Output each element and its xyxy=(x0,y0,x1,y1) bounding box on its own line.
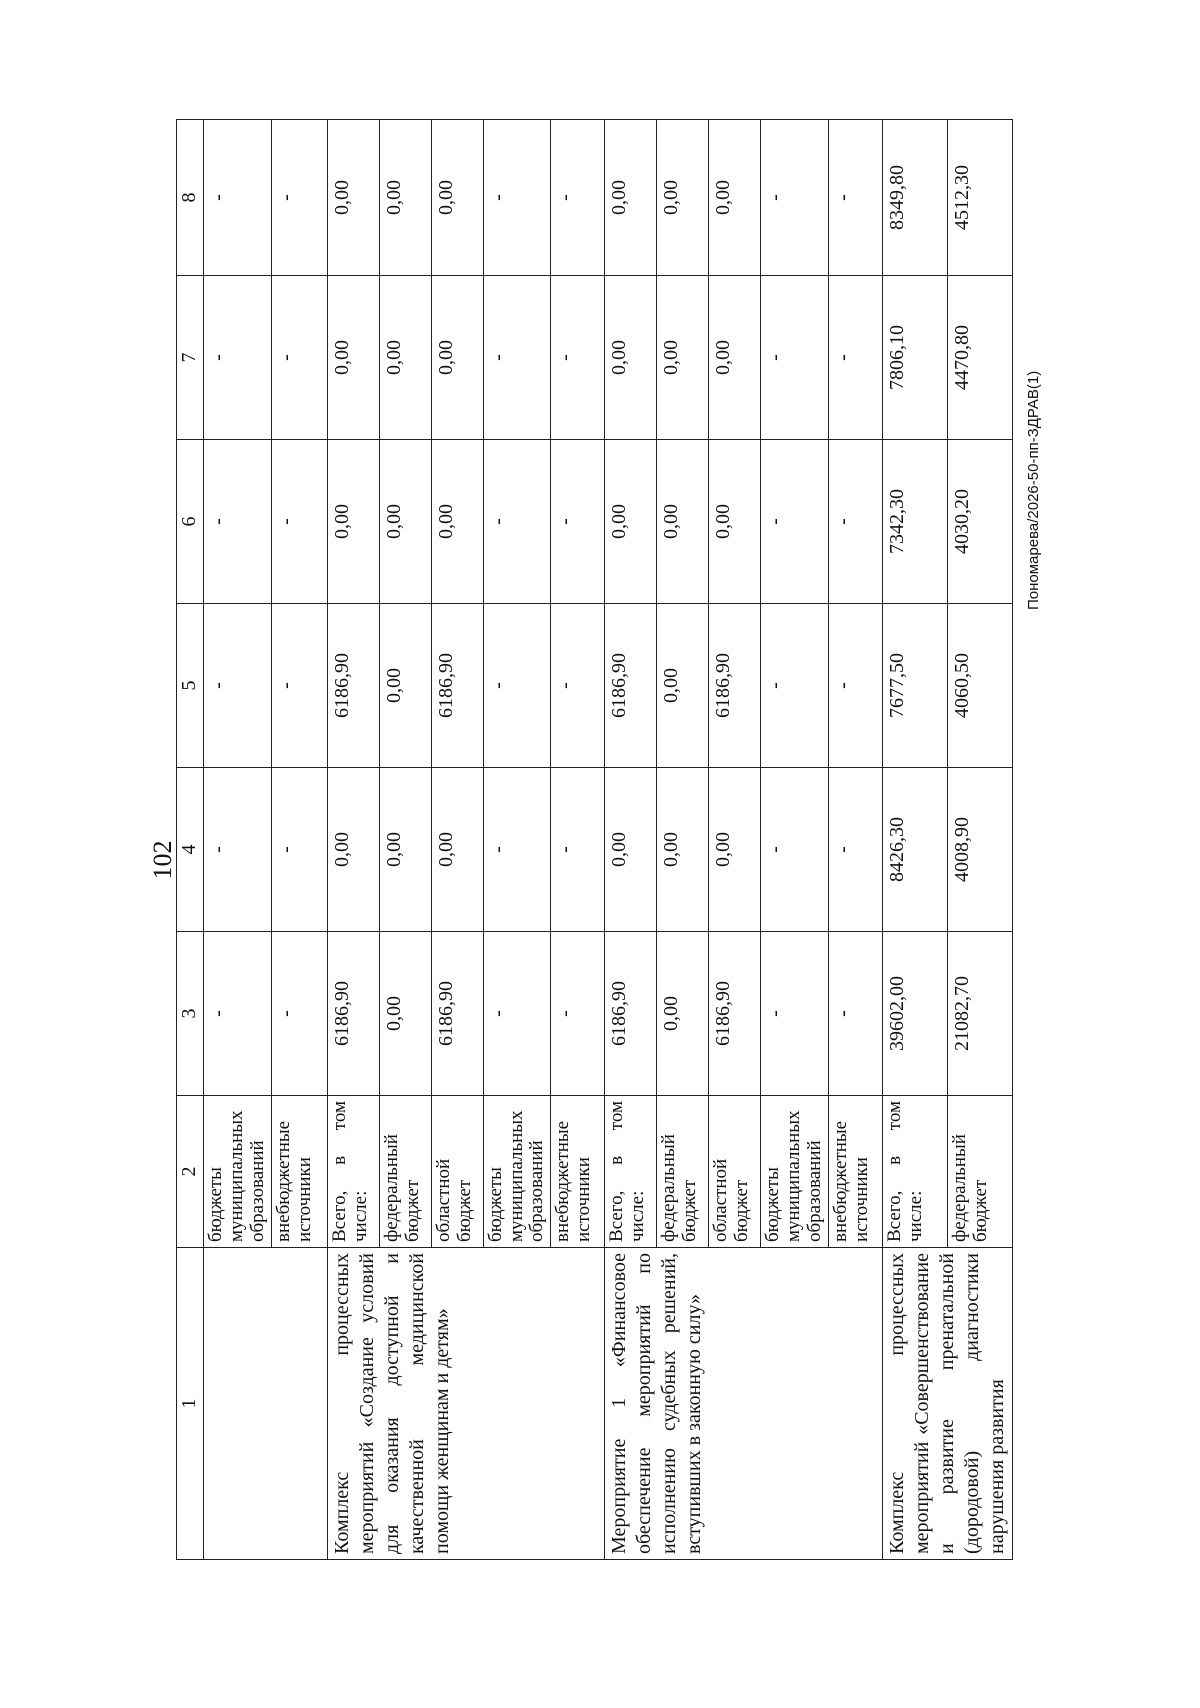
amount-cell: - xyxy=(483,276,551,440)
column-header: 1 xyxy=(177,1248,204,1560)
amount-cell: 0,00 xyxy=(657,440,709,604)
amount-cell: - xyxy=(761,120,829,276)
amount-cell: 0,00 xyxy=(657,276,709,440)
amount-cell: 0,00 xyxy=(327,276,379,440)
amount-cell: - xyxy=(761,932,829,1096)
amount-cell: - xyxy=(483,440,551,604)
amount-cell: - xyxy=(551,120,605,276)
amount-cell: - xyxy=(829,276,883,440)
amount-cell: 7342,30 xyxy=(883,440,948,604)
amount-cell: - xyxy=(483,120,551,276)
column-header: 4 xyxy=(177,768,204,932)
amount-cell: 0,00 xyxy=(327,440,379,604)
amount-cell: 6186,90 xyxy=(431,604,483,768)
amount-cell: 0,00 xyxy=(327,768,379,932)
amount-cell: 0,00 xyxy=(709,768,761,932)
amount-cell: 6186,90 xyxy=(605,932,657,1096)
amount-cell: 0,00 xyxy=(605,440,657,604)
table-body xyxy=(204,120,1013,1560)
funding-source: внебюджетные источники xyxy=(551,1096,605,1248)
amount-cell: - xyxy=(483,932,551,1096)
amount-cell: - xyxy=(204,276,272,440)
funding-source: Всего, в том числе: xyxy=(327,1096,379,1248)
funding-source: Всего, в том числе: xyxy=(883,1096,948,1248)
amount-cell: - xyxy=(761,440,829,604)
amount-cell: - xyxy=(761,276,829,440)
funding-source: бюджеты муниципальных образований xyxy=(483,1096,551,1248)
amount-cell: - xyxy=(761,768,829,932)
amount-cell: - xyxy=(204,768,272,932)
amount-cell: 0,00 xyxy=(431,120,483,276)
amount-cell: 0,00 xyxy=(605,276,657,440)
amount-cell: 7677,50 xyxy=(883,604,948,768)
amount-cell: - xyxy=(204,120,272,276)
amount-cell: 0,00 xyxy=(379,932,431,1096)
amount-cell: - xyxy=(829,604,883,768)
footer-code: Пономарева/2026-50-пп-ЗДРАВ(1) xyxy=(1025,370,1042,610)
amount-cell: - xyxy=(829,440,883,604)
rotated-page xyxy=(120,120,1070,1620)
amount-cell: 0,00 xyxy=(709,276,761,440)
amount-cell: 0,00 xyxy=(379,440,431,604)
funding-source: областной бюджет xyxy=(709,1096,761,1248)
amount-cell: 6186,90 xyxy=(605,604,657,768)
column-header: 7 xyxy=(177,276,204,440)
amount-cell: 0,00 xyxy=(605,768,657,932)
amount-cell: 6186,90 xyxy=(327,604,379,768)
amount-cell: - xyxy=(204,604,272,768)
amount-cell: 0,00 xyxy=(379,120,431,276)
header-row xyxy=(177,120,204,1560)
amount-cell: - xyxy=(829,768,883,932)
amount-cell: 8426,30 xyxy=(883,768,948,932)
amount-cell: 4060,50 xyxy=(948,604,1013,768)
amount-cell: 0,00 xyxy=(379,768,431,932)
amount-cell: 4030,20 xyxy=(948,440,1013,604)
amount-cell: - xyxy=(551,932,605,1096)
amount-cell: 0,00 xyxy=(431,768,483,932)
funding-source: Всего, в том числе: xyxy=(605,1096,657,1248)
table-row xyxy=(605,120,657,1560)
amount-cell: 0,00 xyxy=(327,120,379,276)
amount-cell: - xyxy=(551,768,605,932)
column-header: 2 xyxy=(177,1096,204,1248)
amount-cell: 0,00 xyxy=(657,604,709,768)
amount-cell: 6186,90 xyxy=(709,604,761,768)
funding-source: бюджеты муниципальных образований xyxy=(204,1096,272,1248)
amount-cell: - xyxy=(271,276,327,440)
amount-cell: 0,00 xyxy=(605,120,657,276)
amount-cell: - xyxy=(271,120,327,276)
amount-cell: - xyxy=(204,932,272,1096)
column-header: 8 xyxy=(177,120,204,276)
amount-cell: 0,00 xyxy=(657,932,709,1096)
table-row xyxy=(883,120,948,1560)
amount-cell: - xyxy=(271,440,327,604)
amount-cell: 0,00 xyxy=(379,276,431,440)
amount-cell: - xyxy=(271,604,327,768)
amount-cell: - xyxy=(829,932,883,1096)
program-title: Мероприятие 1 «Финансовое обеспечение мероприятий по исполнению судебных решений, вступивших в законную силу» xyxy=(605,1248,883,1560)
amount-cell: - xyxy=(483,768,551,932)
funding-source: внебюджетные источники xyxy=(829,1096,883,1248)
amount-cell: 0,00 xyxy=(431,440,483,604)
funding-source: внебюджетные источники xyxy=(271,1096,327,1248)
amount-cell: 4512,30 xyxy=(948,120,1013,276)
amount-cell: 4008,90 xyxy=(948,768,1013,932)
funding-source: областной бюджет xyxy=(431,1096,483,1248)
amount-cell: - xyxy=(271,768,327,932)
amount-cell: 0,00 xyxy=(657,120,709,276)
amount-cell: 21082,70 xyxy=(948,932,1013,1096)
amount-cell: - xyxy=(829,120,883,276)
table-row xyxy=(204,120,272,1560)
funding-source: федеральный бюджет xyxy=(379,1096,431,1248)
amount-cell: 8349,80 xyxy=(883,120,948,276)
amount-cell: 0,00 xyxy=(709,120,761,276)
column-header: 6 xyxy=(177,440,204,604)
amount-cell: 6186,90 xyxy=(431,932,483,1096)
funding-source: бюджеты муниципальных образований xyxy=(761,1096,829,1248)
program-title: Комплекс процессных мероприятий «Создание условий для оказания доступной и качественной медицинской помощи женщинам и детям» xyxy=(327,1248,605,1560)
program-title: Комплекс процессных мероприятий «Совершенствование и развитие пренатальной (дородовой) диагностики нарушения развития xyxy=(883,1248,1013,1560)
amount-cell: - xyxy=(551,276,605,440)
amount-cell: - xyxy=(551,440,605,604)
amount-cell: 7806,10 xyxy=(883,276,948,440)
amount-cell: - xyxy=(483,604,551,768)
amount-cell: - xyxy=(761,604,829,768)
amount-cell: 4470,80 xyxy=(948,276,1013,440)
amount-cell: - xyxy=(271,932,327,1096)
amount-cell: 0,00 xyxy=(709,440,761,604)
funding-source: федеральный бюджет xyxy=(948,1096,1013,1248)
amount-cell: 0,00 xyxy=(657,768,709,932)
table-row xyxy=(327,120,379,1560)
amount-cell: 6186,90 xyxy=(709,932,761,1096)
page-number: 102 xyxy=(148,840,177,880)
funding-source: федеральный бюджет xyxy=(657,1096,709,1248)
amount-cell: 0,00 xyxy=(379,604,431,768)
amount-cell: 0,00 xyxy=(431,276,483,440)
program-title xyxy=(204,1248,328,1560)
budget-table xyxy=(176,119,1013,1560)
amount-cell: 6186,90 xyxy=(327,932,379,1096)
amount-cell: - xyxy=(204,440,272,604)
column-header: 3 xyxy=(177,932,204,1096)
amount-cell: - xyxy=(551,604,605,768)
amount-cell: 39602,00 xyxy=(883,932,948,1096)
column-header: 5 xyxy=(177,604,204,768)
